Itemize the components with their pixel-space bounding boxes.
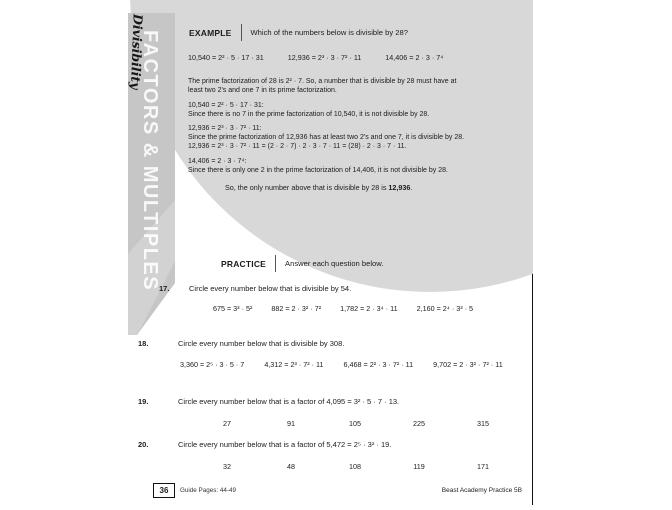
given-equation: 14,406 = 2 · 3 · 7⁴ xyxy=(385,53,444,62)
conclusion-answer: 12,936 xyxy=(388,183,411,192)
page-number: 36 xyxy=(159,486,169,495)
solution-line: 12,936 = 2³ · 3 · 7² · 11: xyxy=(188,125,262,132)
problem-text: Circle every number below that is divisible by 54. xyxy=(189,284,352,293)
option-value: 48 xyxy=(287,462,295,471)
option-value: 315 xyxy=(477,419,489,428)
option-value: 27 xyxy=(223,419,231,428)
solution-paragraph xyxy=(188,124,533,151)
option-value: 4,312 = 2³ · 7² · 11 xyxy=(264,360,324,369)
option-value: 675 = 3³ · 5² xyxy=(213,304,253,313)
practice-divider xyxy=(275,255,276,272)
example-conclusion xyxy=(225,183,412,192)
option-value: 225 xyxy=(413,419,425,428)
example-header xyxy=(189,24,408,41)
option-value: 6,468 = 2² · 3 · 7² · 11 xyxy=(343,360,414,369)
problem-number: 19. xyxy=(138,397,149,406)
solution-line: least two 2's and one 7 in its prime factorization. xyxy=(188,87,337,94)
example-given-row xyxy=(188,53,443,62)
solution-line: 10,540 = 2² · 5 · 17 · 31: xyxy=(188,101,264,109)
solution-line: 14,406 = 2 · 3 · 7⁴: xyxy=(188,157,247,165)
problem-18-options xyxy=(180,360,503,369)
solution-line: Since there is no 7 in the prime factorization of 10,540, it is not divisible by 28. xyxy=(188,110,430,118)
conclusion-prefix: So, the only number above that is divisible by 28 is xyxy=(225,183,389,192)
option-value: 1,782 = 2 · 3⁴ · 11 xyxy=(340,304,398,313)
problem-19-options xyxy=(195,419,515,428)
option-value: 171 xyxy=(477,462,489,471)
problem-number: 18. xyxy=(138,339,149,348)
solution-line: Since the prime factorization of 12,936 has at least two 2's and one 7, it is divisible by 28. xyxy=(188,134,465,141)
problem-text: Circle every number below that is a factor of 4,095 = 3² · 5 · 7 · 13. xyxy=(178,397,400,406)
page-number-box xyxy=(153,483,175,498)
guide-pages-note: Guide Pages: 44-49 xyxy=(180,487,237,494)
option-value: 2,160 = 2⁴ · 3³ · 5 xyxy=(416,304,474,313)
practice-header xyxy=(221,255,383,272)
practice-instruction: Answer each question below. xyxy=(285,259,384,268)
book-title-footer: Beast Academy Practice 5B xyxy=(441,487,522,494)
solution-line: The prime factorization of 28 is 2² · 7. So, a number that is divisible by 28 must have at xyxy=(188,78,457,85)
problem-text: Circle every number below that is divisible by 308. xyxy=(178,339,345,348)
option-value: 9,702 = 2 · 3² · 7² · 11 xyxy=(433,360,503,369)
solution-paragraph xyxy=(188,157,533,175)
problem-text: Circle every number below that is a factor of 5,472 = 2⁵ · 3² · 19. xyxy=(178,440,392,449)
problem-number: 20. xyxy=(138,440,149,449)
solution-paragraph xyxy=(188,101,533,119)
practice-label: PRACTICE xyxy=(221,258,267,269)
section-title-divisibility: Divisibility xyxy=(127,13,146,90)
example-question: Which of the numbers below is divisible by 28? xyxy=(250,28,408,37)
problem-17-options xyxy=(213,304,473,313)
option-value: 119 xyxy=(413,462,425,471)
option-value: 32 xyxy=(223,462,231,471)
example-solution xyxy=(188,77,533,180)
given-equation: 12,936 = 2³ · 3 · 7² · 11 xyxy=(287,53,362,62)
solution-paragraph xyxy=(188,77,533,95)
example-divider xyxy=(241,24,242,41)
given-equation: 10,540 = 2² · 5 · 17 · 31 xyxy=(188,53,264,62)
scan-area xyxy=(125,0,533,505)
example-label: EXAMPLE xyxy=(189,27,232,38)
option-value: 3,360 = 2⁵ · 3 · 5 · 7 xyxy=(180,360,245,369)
problem-number: 17. xyxy=(159,284,170,293)
option-value: 882 = 2 · 3² · 7² xyxy=(271,304,322,313)
option-value: 91 xyxy=(287,419,295,428)
problem-20-options xyxy=(195,462,515,471)
solution-line: Since there is only one 2 in the prime factorization of 14,406, it is not divisible by 28. xyxy=(188,166,448,174)
option-value: 105 xyxy=(349,419,361,428)
conclusion-suffix: . xyxy=(410,183,413,192)
solution-line: 12,936 = 2³ · 3 · 7² · 11 = (2 · 2 · 7) · 2 · 3 · 7 · 11 = (28) · 2 · 3 · 7 · 11. xyxy=(188,143,407,150)
chapter-title-vertical: FACTORS & MULTIPLES xyxy=(139,30,161,292)
option-value: 108 xyxy=(349,462,361,471)
